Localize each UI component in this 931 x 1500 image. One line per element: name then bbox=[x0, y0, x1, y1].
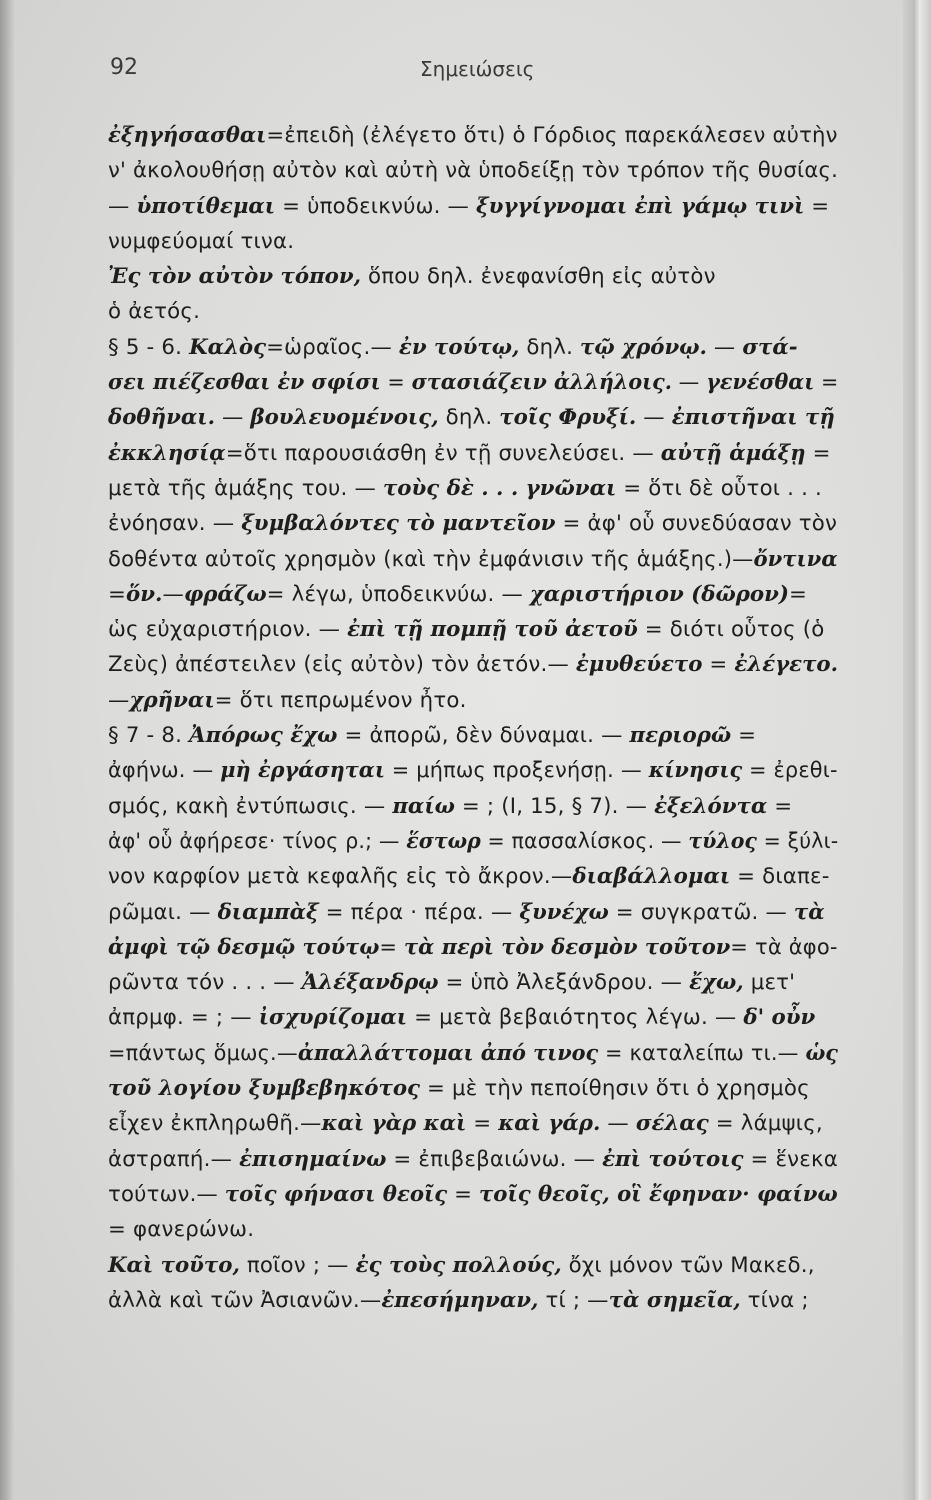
gloss-text: = bbox=[731, 723, 757, 749]
lemma-term: ἐπὶ τῇ πομπῇ τοῦ ἀετοῦ bbox=[347, 617, 638, 643]
gloss-text: = ἀπορῶ, δὲν δύναμαι. — bbox=[337, 723, 630, 749]
gloss-text: = bbox=[108, 581, 127, 607]
gloss-text: = πασσαλίσκος. — bbox=[480, 828, 689, 854]
gloss-text: ἀφ' οὗ ἀφήρεσε· τίνος ρ.; — bbox=[108, 828, 407, 854]
gloss-text: = ἐπιβεβαιώνω. — bbox=[386, 1146, 603, 1172]
lemma-term: τύλος bbox=[688, 828, 757, 854]
gloss-text: τούτων.— bbox=[108, 1181, 225, 1207]
text-line bbox=[108, 436, 838, 471]
gloss-text: νυμφεύομαί τινα. bbox=[108, 228, 295, 254]
lemma-term: Ἀπόρως ἔχω bbox=[189, 723, 338, 749]
gloss-text: = ὅτι πεπρωμένον ἦτο. bbox=[214, 687, 467, 713]
text-line bbox=[108, 118, 838, 153]
lemma-term: ἐκκλησίᾳ bbox=[108, 440, 226, 466]
text-line bbox=[108, 1248, 838, 1283]
lemma-term: σέλας bbox=[635, 1111, 709, 1137]
gloss-text: τίνα ; bbox=[740, 1287, 809, 1313]
gloss-text: = bbox=[379, 934, 405, 960]
lemma-term: στασιάζειν ἀλλήλοις. bbox=[411, 370, 672, 396]
lemma-term: ὅν. bbox=[126, 581, 163, 607]
lemma-term: ἀπαλλάττομαι ἀπό τινος bbox=[297, 1040, 599, 1066]
gloss-text: Ζεὺς) ἀπέστειλεν (εἰς αὐτὸν) τὸν ἀετόν.— bbox=[108, 652, 576, 678]
gloss-text: δοθέντα αὐτοῖς χρησμὸν (καὶ τὴν ἐμφάνισιν τῆς ἁμάξης.)— bbox=[108, 546, 754, 572]
lemma-term: σει πιέζεσθαι ἐν σφίσι bbox=[108, 370, 381, 396]
gloss-text: = τὰ ἀφο- bbox=[730, 934, 838, 960]
gloss-text: εἶχεν ἐκπληρωθῆ.— bbox=[108, 1111, 322, 1137]
gloss-text: ὁ ἀετός. bbox=[108, 299, 201, 325]
lemma-term: ἐπεσήμηναν, bbox=[381, 1287, 539, 1313]
lemma-term: ἰσχυρίζομαι bbox=[258, 1005, 408, 1031]
gloss-text: = διότι οὗτος (ὁ bbox=[637, 617, 825, 643]
gloss-text: = ; (I, 15, § 7). — bbox=[454, 793, 655, 819]
gloss-text: = bbox=[447, 1181, 480, 1207]
lemma-term: δ' οὖν bbox=[743, 1005, 816, 1031]
text-line bbox=[108, 683, 838, 718]
lemma-term: ξυνέχω bbox=[519, 899, 609, 925]
lemma-term: ἐξηγήσασθαι bbox=[108, 123, 267, 148]
text-line bbox=[108, 753, 838, 788]
text-line bbox=[108, 895, 838, 930]
lemma-term: καὶ γάρ. bbox=[498, 1111, 601, 1137]
gloss-text: — bbox=[706, 334, 743, 360]
text-line bbox=[108, 859, 838, 894]
text-line bbox=[108, 647, 837, 682]
lemma-term: δοθῆναι. bbox=[108, 405, 215, 431]
lemma-term: ἐλέγετο. bbox=[734, 652, 839, 678]
gloss-text: ἐνόησαν. — bbox=[108, 511, 242, 537]
gloss-text: ὡς εὐχαριστήριον. — bbox=[108, 617, 348, 643]
lemma-term: τῷ χρόνῳ. bbox=[580, 334, 707, 360]
lemma-term: καὶ γὰρ καὶ bbox=[321, 1111, 467, 1137]
lemma-term: Ἐς τὸν αὐτὸν τόπον, bbox=[108, 264, 362, 290]
gloss-text: μετὰ τῆς ἁμάξης του. — bbox=[108, 475, 383, 501]
lemma-term: τοῖς φήνασι θεοῖς bbox=[224, 1181, 448, 1207]
gloss-text: — bbox=[108, 687, 130, 713]
lemma-term: τοῖς θεοῖς, οἳ ἔφηναν· φαίνω bbox=[479, 1181, 838, 1207]
lemma-term: ἐμυθεύετο bbox=[575, 652, 703, 678]
gloss-text: ρῶντα τόν . . . — bbox=[108, 970, 302, 996]
gloss-text: = μήπως προξενήσῃ. — bbox=[384, 758, 649, 784]
gloss-text: ἀλλὰ καὶ τῶν Ἀσιανῶν.— bbox=[108, 1287, 382, 1313]
text-line bbox=[108, 400, 838, 435]
gloss-text: ν' ἀκολουθήσῃ αὐτὸν καὶ αὐτὴ νὰ ὑποδείξῃ τὸν τρόπον τῆς θυσίας. bbox=[108, 158, 839, 184]
gloss-text: ἀφήνω. — bbox=[108, 758, 221, 784]
gloss-text: = bbox=[788, 581, 807, 607]
lemma-term: ἐς τοὺς πολλούς, bbox=[355, 1252, 562, 1278]
lemma-term: ἐν τούτῳ, bbox=[398, 334, 520, 360]
text-line bbox=[108, 1000, 838, 1035]
gloss-text: νον καρφίον μετὰ κεφαλῆς εἰς τὸ ἄκρον.— bbox=[108, 864, 573, 890]
notes-body bbox=[108, 118, 838, 1318]
lemma-term: παίω bbox=[392, 793, 455, 819]
gloss-text: = ἀφ' οὗ συνεδύασαν τὸν bbox=[555, 511, 838, 537]
text-line bbox=[108, 789, 838, 824]
text-line bbox=[108, 1036, 838, 1071]
lemma-term: τὰ bbox=[793, 899, 825, 925]
gloss-text: =πάντως ὅμως.— bbox=[108, 1040, 298, 1066]
text-line bbox=[108, 1283, 838, 1318]
gloss-text: = bbox=[380, 370, 412, 396]
lemma-term: ἐπιστῆναι τῇ bbox=[671, 405, 835, 431]
gloss-text: σμός, κακὴ ἐντύπωσις. — bbox=[108, 793, 393, 819]
lemma-term: βουλευομένοις, bbox=[250, 405, 439, 431]
gloss-text: ὄχι μόνον τῶν Μακεδ., bbox=[561, 1252, 815, 1278]
gloss-text: =ἐπειδὴ (ἐλέγετο ὅτι) ὁ Γόρδιος παρεκάλεσεν αὐτὴν bbox=[266, 123, 838, 148]
gloss-text: = bbox=[466, 1111, 499, 1137]
gloss-text: δηλ. bbox=[438, 405, 500, 431]
text-line bbox=[108, 365, 839, 400]
gloss-text: ἀπρμφ. = ; — bbox=[108, 1005, 259, 1031]
lemma-term: φράζω bbox=[183, 581, 267, 607]
lemma-term: τοῦ λογίου ξυμβεβηκότος bbox=[108, 1076, 420, 1102]
page-number: 92 bbox=[110, 55, 138, 80]
gloss-text: = ὅτι δὲ οὗτοι . . . bbox=[616, 475, 823, 501]
text-line bbox=[108, 224, 838, 259]
gloss-text: — bbox=[636, 405, 672, 431]
gloss-text: § 7 - 8. bbox=[108, 723, 190, 749]
gloss-text: — bbox=[671, 370, 707, 396]
gloss-text: = λέγω, ὑποδεικνύω. — bbox=[266, 581, 530, 607]
lemma-term: χαριστήριον (δῶρον) bbox=[529, 581, 789, 607]
gloss-text: = bbox=[702, 652, 735, 678]
lemma-term: ὄντινα bbox=[753, 546, 838, 572]
gloss-text: ποῖον ; — bbox=[239, 1252, 356, 1278]
gloss-text: — bbox=[108, 193, 137, 219]
text-line bbox=[108, 294, 838, 329]
lemma-term: ὡς bbox=[805, 1040, 838, 1066]
gloss-text: = bbox=[814, 370, 839, 396]
gloss-text: — bbox=[600, 1111, 636, 1137]
lemma-term: ἔχω, bbox=[689, 970, 744, 996]
running-title: Σημειώσεις bbox=[420, 57, 535, 81]
page-header bbox=[110, 55, 830, 95]
gloss-text: =ὡραῖος.— bbox=[266, 334, 399, 360]
gloss-text: — bbox=[214, 405, 251, 431]
text-line bbox=[108, 1212, 838, 1247]
lemma-term: μὴ ἐργάσηται bbox=[220, 758, 385, 784]
gloss-text: ὅπου δηλ. ἐνεφανίσθη εἰς αὐτὸν bbox=[361, 264, 716, 290]
gloss-text: = καταλείπω τι.— bbox=[598, 1040, 806, 1066]
gloss-text: μετ' bbox=[743, 970, 796, 996]
gloss-text: = λάμψις, bbox=[708, 1111, 823, 1137]
page-binding-shadow bbox=[0, 0, 14, 1500]
text-line bbox=[108, 930, 838, 965]
text-line bbox=[108, 153, 839, 188]
lemma-term: κίνησις bbox=[648, 758, 743, 784]
lemma-term: τοὺς δὲ . . . γνῶναι bbox=[382, 475, 617, 501]
gloss-text: = bbox=[805, 440, 831, 466]
text-line bbox=[108, 542, 838, 577]
lemma-term: ἕστωρ bbox=[406, 828, 481, 854]
text-line bbox=[108, 471, 838, 506]
text-line bbox=[108, 1177, 838, 1212]
gloss-text: = ἐρεθι- bbox=[742, 758, 838, 784]
gloss-text: τί ; — bbox=[538, 1287, 609, 1313]
gloss-text: = μετὰ βεβαιότητος λέγω. — bbox=[407, 1005, 744, 1031]
text-line bbox=[108, 824, 839, 859]
lemma-term: χρῆναι bbox=[129, 687, 215, 713]
lemma-term: τὰ περὶ τὸν δεσμὸν τοῦτον bbox=[404, 934, 731, 960]
lemma-term: περιορῶ bbox=[629, 723, 732, 749]
lemma-term: ἐξελόντα bbox=[654, 793, 768, 819]
page-edge-fold bbox=[903, 0, 931, 1500]
text-line bbox=[108, 506, 838, 541]
lemma-term: ὑποτίθεμαι bbox=[136, 193, 276, 219]
gloss-text: ἀστραπή.— bbox=[108, 1146, 240, 1172]
gloss-text: = φανερώνω. bbox=[108, 1217, 255, 1243]
gloss-text: = πέρα · πέρα. — bbox=[318, 899, 520, 925]
text-line bbox=[108, 1142, 838, 1177]
gloss-text: = ὑπὸ Ἀλεξάνδρου. — bbox=[438, 970, 690, 996]
text-line bbox=[108, 259, 838, 294]
text-line bbox=[108, 330, 838, 365]
gloss-text: ρῶμαι. — bbox=[108, 899, 218, 925]
gloss-text: = bbox=[804, 193, 830, 219]
gloss-text: = ἕνεκα bbox=[743, 1146, 838, 1172]
gloss-text: = ὑποδεικνύω. — bbox=[275, 193, 477, 219]
gloss-text: δηλ. bbox=[519, 334, 581, 360]
lemma-term: τοῖς Φρυξί. bbox=[499, 405, 637, 431]
text-line bbox=[108, 189, 838, 224]
lemma-term: στά- bbox=[742, 334, 798, 360]
text-line bbox=[108, 1106, 838, 1141]
lemma-term: ἐπὶ τούτοις bbox=[602, 1146, 744, 1172]
gloss-text: § 5 - 6. bbox=[108, 334, 190, 360]
lemma-term: αὐτῇ ἁμάξῃ bbox=[660, 440, 806, 466]
gloss-text: =ὅτι παρουσιάσθη ἐν τῇ συνελεύσει. — bbox=[225, 440, 661, 466]
lemma-term: τὰ σημεῖα, bbox=[608, 1287, 741, 1313]
gloss-text: = διαπε- bbox=[730, 864, 830, 890]
gloss-text: — bbox=[162, 581, 184, 607]
lemma-term: Καλὸς bbox=[189, 334, 267, 360]
text-line bbox=[108, 612, 838, 647]
lemma-term: ξυμβαλόντες τὸ μαντεῖον bbox=[241, 511, 556, 537]
lemma-term: γενέσθαι bbox=[706, 370, 815, 396]
lemma-term: Καὶ τοῦτο, bbox=[108, 1252, 240, 1278]
gloss-text: = bbox=[767, 793, 793, 819]
text-line bbox=[108, 718, 838, 753]
lemma-term: ἀμφὶ τῷ δεσμῷ τούτῳ bbox=[108, 934, 380, 960]
gloss-text: = συγκρατῶ. — bbox=[608, 899, 794, 925]
lemma-term: ἐπισημαίνω bbox=[239, 1146, 387, 1172]
lemma-term: διαβάλλομαι bbox=[572, 864, 731, 890]
lemma-term: Ἀλέξανδρῳ bbox=[301, 970, 439, 996]
text-line bbox=[108, 1071, 838, 1106]
text-line bbox=[108, 965, 838, 1000]
gloss-text: = ξύλι- bbox=[756, 828, 839, 854]
text-line bbox=[108, 577, 838, 612]
lemma-term: διαμπὰξ bbox=[217, 899, 319, 925]
gloss-text: = μὲ τὴν πεποίθησιν ὅτι ὁ χρησμὸς bbox=[420, 1076, 810, 1102]
lemma-term: ξυγγίγνομαι ἐπὶ γάμῳ τινὶ bbox=[476, 193, 805, 219]
